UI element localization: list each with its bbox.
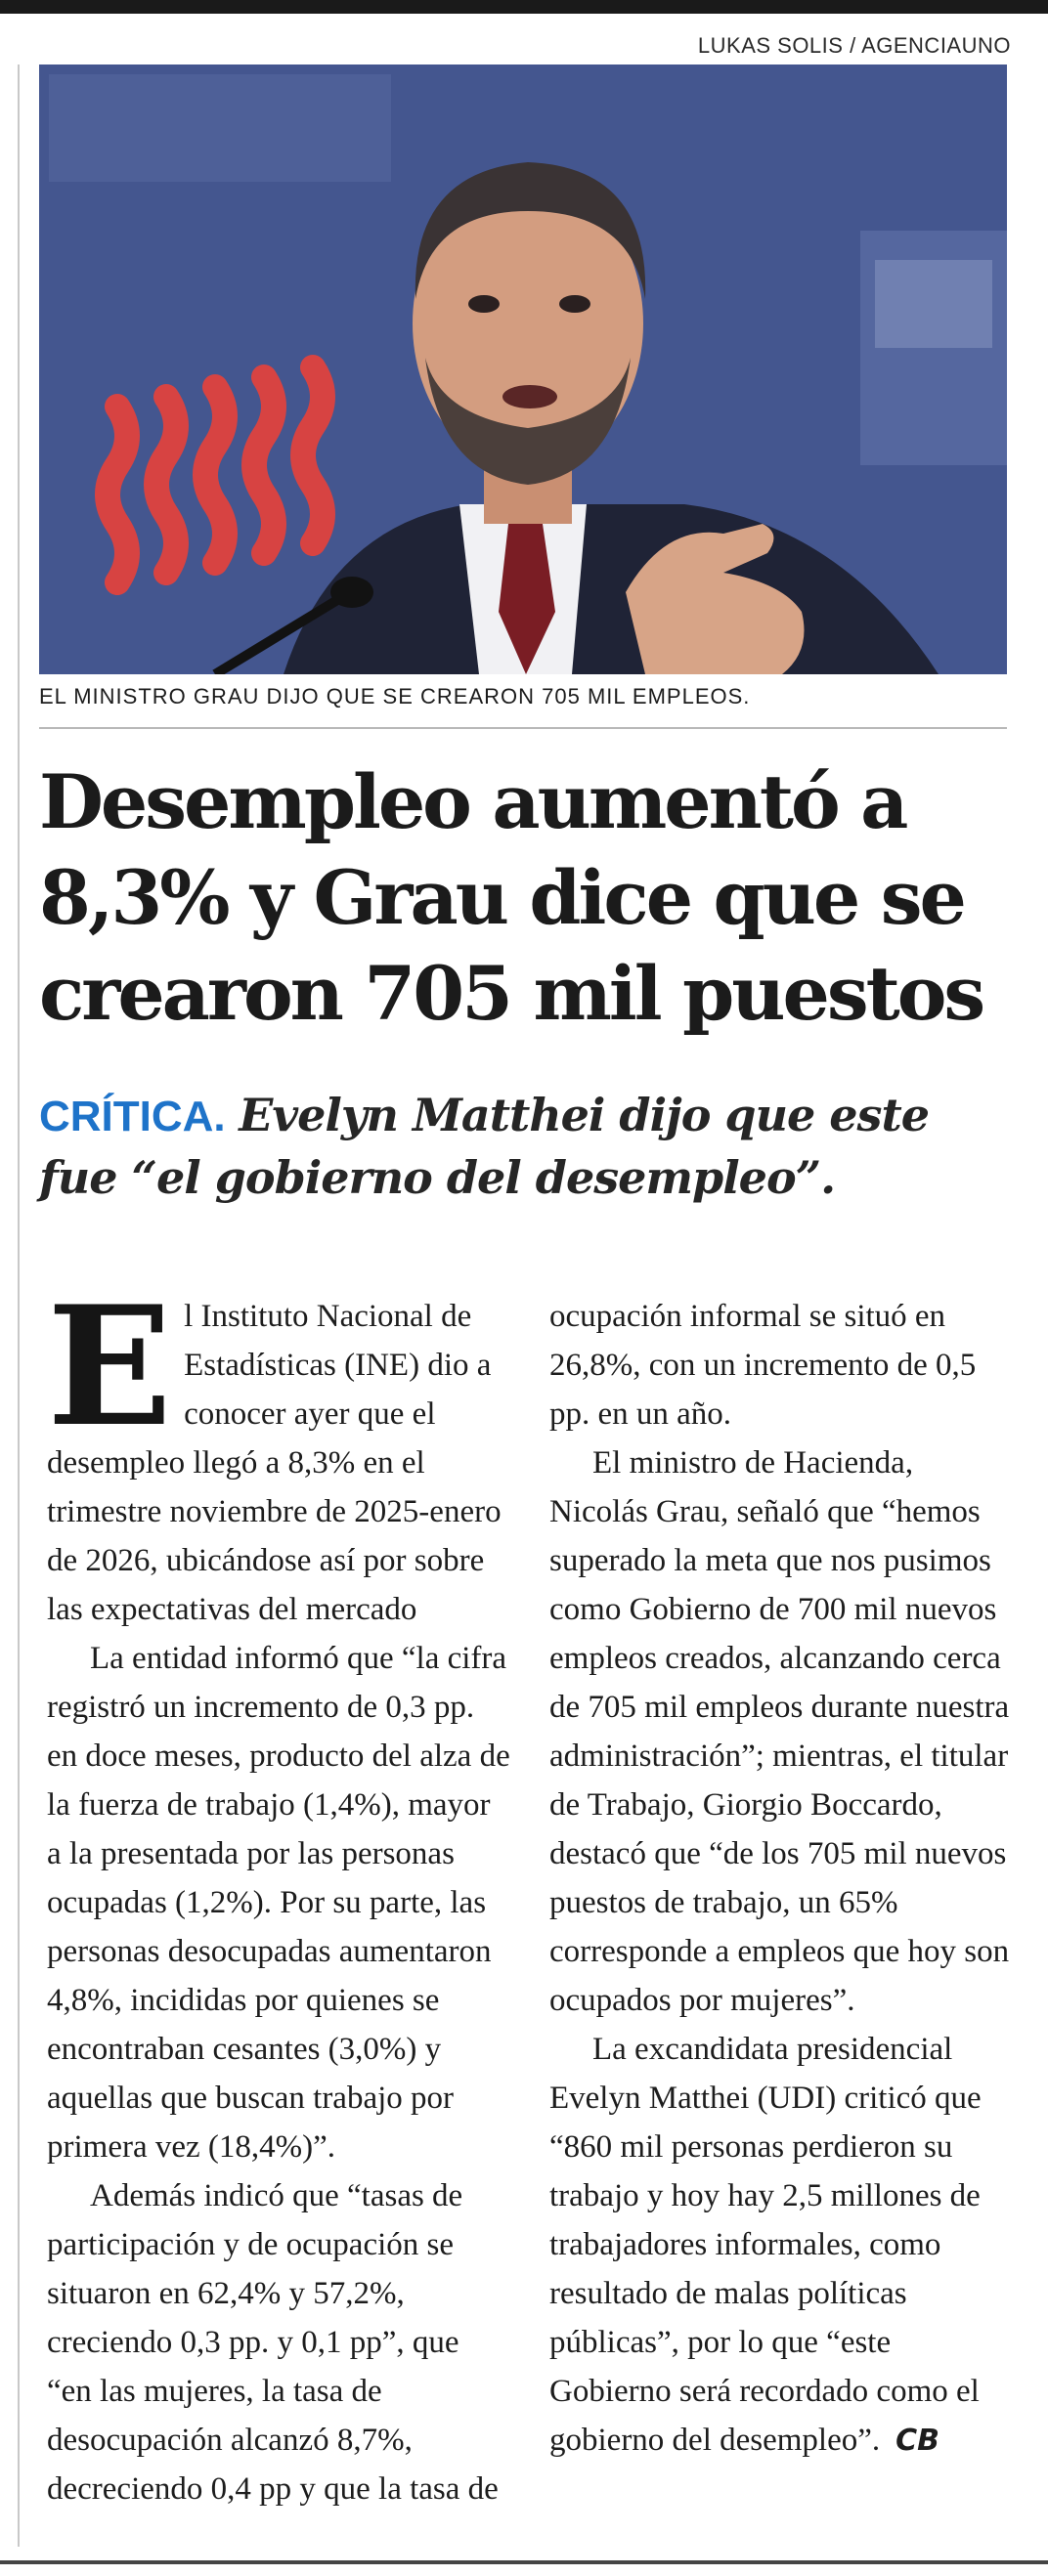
caption-divider — [39, 727, 1007, 729]
dek: Evelyn Matthei dijo que este fue “el gobierno del desempleo”. — [39, 1089, 929, 1204]
paragraph: Además indicó que “tasas de participación y de ocupación se situaron en 62,4% y 57,2%, creciendo 0,3 pp. y 0,1 pp”, que “en las mujeres, la tasa de desocupación alcanzó 8,7%, decreciendo 0,4 pp y que la tasa de — [47, 2178, 499, 2507]
deck — [39, 1085, 1007, 1208]
minister-photo-illustration — [39, 64, 1007, 674]
left-column-rule — [18, 64, 20, 2547]
end-mark-icon: CB — [895, 2424, 940, 2458]
paragraph: La entidad informó que “la cifra registró un incremento de 0,3 pp. en doce meses, producto del alza de la fuerza de trabajo (1,4%), mayor a la presentada por las personas ocupadas (1,2%). Por su parte, las personas desocupadas aumentaron 4,8%, incididas por quienes se encontraban cesantes (3,0%) y aquellas que buscan trabajo por primera vez (18,4%)”. — [47, 1641, 510, 2165]
photo-credit: LUKAS SOLIS / AGENCIAUNO — [697, 33, 1011, 58]
paragraph-text: La excandidata presidencial Evelyn Matthei (UDI) criticó que “860 mil personas perdieron su trabajo y hoy hay 2,5 millones de trabajadores informales, como resultado de malas políticas públicas”, por lo que “este Gobierno será recordado como el gobierno del desempleo”. — [549, 2032, 982, 2458]
paragraph: ocupación informal se situó en 26,8%, con un incremento de 0,5 pp. en un año. — [549, 1299, 977, 1432]
top-bar — [0, 0, 1048, 14]
kicker: CRÍTICA. — [39, 1093, 226, 1140]
article-column-left — [47, 1269, 511, 2513]
headline — [39, 754, 1007, 1042]
bottom-rule — [0, 2560, 1048, 2564]
drop-cap: E — [47, 1269, 173, 1463]
headline-line: 8,3% y Grau dice que se — [39, 854, 964, 941]
article-photo — [39, 64, 1007, 674]
article-column-right — [549, 1292, 1014, 2466]
photo-caption: EL MINISTRO GRAU DIJO QUE SE CREARON 705 MIL EMPLEOS. — [39, 684, 751, 708]
paragraph — [549, 2025, 1014, 2466]
paragraph — [47, 1269, 511, 1634]
paragraph: El ministro de Hacienda, Nicolás Grau, señaló que “hemos superado la meta que nos pusimos como Gobierno de 700 mil nuevos empleos creados, alcanzando cerca de 705 mil empleos durante nuestra administración”; mientras, el titular de Trabajo, Giorgio Boccardo, destacó que “de los 705 mil nuevos puestos de trabajo, un 65% corresponde a empleos que hoy son ocupados por mujeres”. — [549, 1445, 1010, 2018]
paragraph-text: l Instituto Nacional de Estadísticas (INE) dio a conocer ayer que el desempleo llegó a 8,3% en el trimestre noviembre de 2025-enero de 2026, ubicándose así por sobre las expectativas del mercado — [47, 1299, 502, 1627]
headline-line: crearon 705 mil puestos — [39, 950, 983, 1037]
headline-line: Desempleo aumentó a — [39, 758, 906, 845]
